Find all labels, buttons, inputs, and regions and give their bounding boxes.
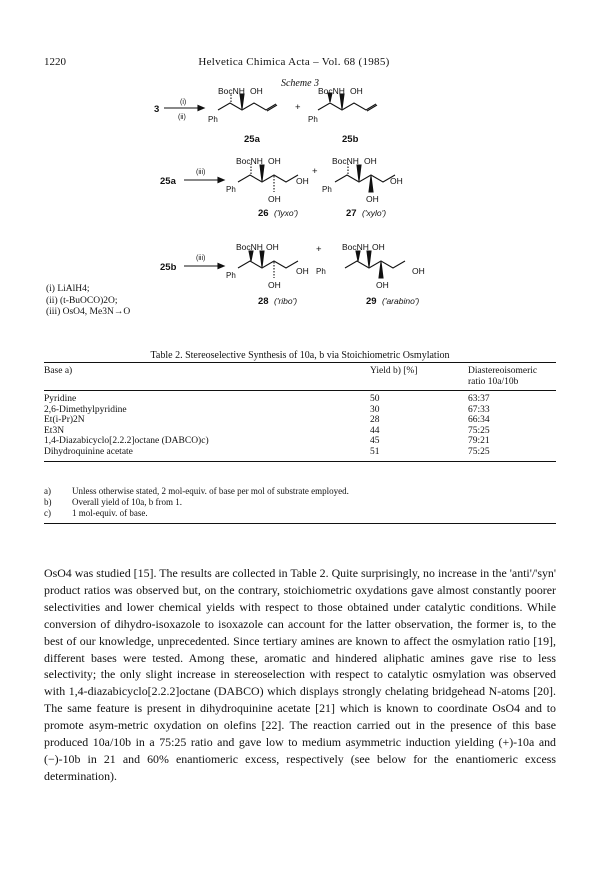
cell-ratio: 75:25: [468, 447, 556, 461]
oh-25a: OH: [250, 88, 263, 96]
table-caption: Table 2. Stereoselective Synthesis of 10a, b via Stoichiometric Osmylation: [150, 350, 450, 361]
table-row: [44, 436, 556, 447]
reactant-25b: 25b: [160, 262, 177, 273]
table-footnotes: [44, 486, 556, 524]
reagent-key-ii: (ii) (t-BuOCO)2O;: [46, 295, 118, 306]
reagent-key-iii: (iii) OsO4, Me3N→O: [46, 307, 131, 317]
col-header-yield: Yield b) [%]: [370, 363, 468, 391]
cell-base: Et3N: [44, 425, 65, 436]
reactant-3: 3: [154, 104, 160, 115]
label-28: 28: [258, 296, 269, 307]
footnote-text: Unless otherwise stated, 2 mol-equiv. of base per mol of substrate employed.: [72, 486, 349, 496]
results-table: [44, 362, 556, 462]
plus-3: +: [316, 244, 322, 255]
oh-28-a: OH: [266, 242, 279, 252]
descriptor-26: ('lyxo'): [274, 208, 299, 218]
oh-27-b: OH: [366, 194, 379, 204]
cell-ratio: 79:21: [468, 436, 490, 447]
cell-ratio: 63:37: [468, 394, 490, 404]
bocnh-25b: BocNH: [318, 88, 345, 96]
footnote-mark: a): [44, 486, 51, 496]
ph-28: Ph: [226, 271, 236, 280]
cell-base: Et(i-Pr)2N: [44, 415, 85, 426]
footnote: [44, 508, 556, 519]
cell-base: Pyridine: [44, 394, 77, 404]
reagent-i: (i): [180, 99, 187, 106]
table-row: [44, 405, 556, 416]
footnote-text: 1 mol-equiv. of base.: [72, 508, 148, 518]
col-header-base: Base a): [44, 363, 370, 391]
descriptor-28: ('ribo'): [274, 296, 298, 306]
label-25a: 25a: [244, 134, 260, 145]
label-25b: 25b: [342, 134, 359, 145]
footnote-text: Overall yield of 10a, b from 1.: [72, 497, 182, 507]
reactant-25a: 25a: [160, 176, 176, 187]
label-27: 27: [346, 208, 357, 219]
bocnh-25a: BocNH: [218, 88, 245, 96]
cell-yield: 50: [370, 394, 380, 404]
oh-28-b: OH: [268, 280, 281, 290]
oh-26-b: OH: [268, 194, 281, 204]
cell-yield: 30: [370, 404, 380, 415]
cell-base: Dihydroquinine acetate: [44, 447, 370, 461]
reagent-key-i: (i) LiAlH4;: [46, 284, 90, 294]
plus-1: +: [295, 102, 301, 113]
oh-28-c: OH: [296, 266, 309, 276]
footnote: [44, 497, 556, 508]
body-paragraph: OsO4 was studied [15]. The results are collected in Table 2. Quite surprisingly, no increase in the 'anti'/'syn' product ratios was observed but, on the contrary, stoichiometric oxydations gave almost constantly poorer selectivities and lower chemical yields with respect to those obtained under catalytic conditions. While conversion of dihydro-isoxazole to isoxazole can account for the latter observation, the former is, to the best of our knowledge, unprecedented. Since tertiary amines are known to affect the osmylation ratio [19], different bases were tested. Among these, aromatic and hindered aliphatic amines gave rise to less selectivity; the only slight increase in stereoselection with respect to catalytic osmylation was observed with 1,4-diazabicyclo[2.2.2]octane (DABCO) which displays strongly chelating bridgehead N-atoms [20]. The same feature is present in dihydroquinine acetate [21] which is known to coordinate OsO4 and to promote asym-metric oxydation on olefins [22]. The reaction carried out in the presence of this base produced 10a/10b in a 75:25 ratio and gave low to medium asymmetric induction yielding (+)-10a and (−)-10b in 21 and 60% enantiomeric excess, respectively (see below for the enantiomeric excess determination).: [44, 566, 556, 783]
bocnh-27: BocNH: [332, 156, 359, 166]
reagent-iii-1: (iii): [196, 169, 206, 176]
label-26: 26: [258, 208, 269, 219]
ph-25b: Ph: [308, 115, 318, 124]
ph-25a: Ph: [208, 115, 218, 124]
table-row: [44, 415, 556, 426]
oh-29-a: OH: [372, 242, 385, 252]
bocnh-29: BocNH: [342, 242, 369, 252]
oh-27-c: OH: [390, 176, 403, 186]
oh-25b: OH: [350, 88, 363, 96]
bocnh-28: BocNH: [236, 242, 263, 252]
cell-yield: 51: [370, 447, 468, 461]
descriptor-29: ('arabino'): [382, 296, 420, 306]
cell-ratio: 75:25: [468, 425, 490, 436]
ph-29: Ph: [316, 267, 326, 276]
footnote-mark: c): [44, 508, 51, 518]
scheme-title: Scheme 3: [280, 78, 320, 89]
reagent-iii-2: (iii): [196, 255, 206, 262]
reagent-ii: (ii): [178, 114, 186, 121]
footnote-mark: b): [44, 497, 52, 507]
plus-2: +: [312, 166, 318, 177]
ph-26: Ph: [226, 185, 236, 194]
page-number: 1220: [44, 56, 66, 68]
bocnh-26: BocNH: [236, 156, 263, 166]
cell-yield: 28: [370, 415, 380, 426]
cell-yield: 44: [370, 425, 380, 436]
body-text: [44, 565, 556, 785]
reagent-key: [46, 284, 130, 319]
reaction-scheme: [120, 88, 450, 338]
oh-29-c: OH: [412, 266, 425, 276]
cell-base: 1,4-Diazabicyclo[2.2.2]octane (DABCO)c): [44, 436, 209, 447]
col-header-ratio: Diastereoisomeric ratio 10a/10b: [468, 363, 556, 391]
footnote: [44, 486, 556, 497]
oh-27-a: OH: [364, 156, 377, 166]
footnote-rule: [44, 523, 556, 524]
oh-26-c: OH: [296, 176, 309, 186]
oh-29-b: OH: [376, 280, 389, 290]
ph-27: Ph: [322, 185, 332, 194]
table-row: [44, 426, 556, 437]
descriptor-27: ('xylo'): [362, 208, 387, 218]
table-row: [44, 447, 556, 461]
table-row: [44, 391, 556, 405]
cell-ratio: 66:34: [468, 415, 490, 426]
oh-26-a: OH: [268, 156, 281, 166]
journal-title: Helvetica Chimica Acta – Vol. 68 (1985): [198, 56, 390, 68]
cell-base: 2,6-Dimethylpyridine: [44, 404, 127, 415]
label-29: 29: [366, 296, 377, 307]
cell-yield: 45: [370, 436, 380, 447]
cell-ratio: 67:33: [468, 404, 490, 415]
